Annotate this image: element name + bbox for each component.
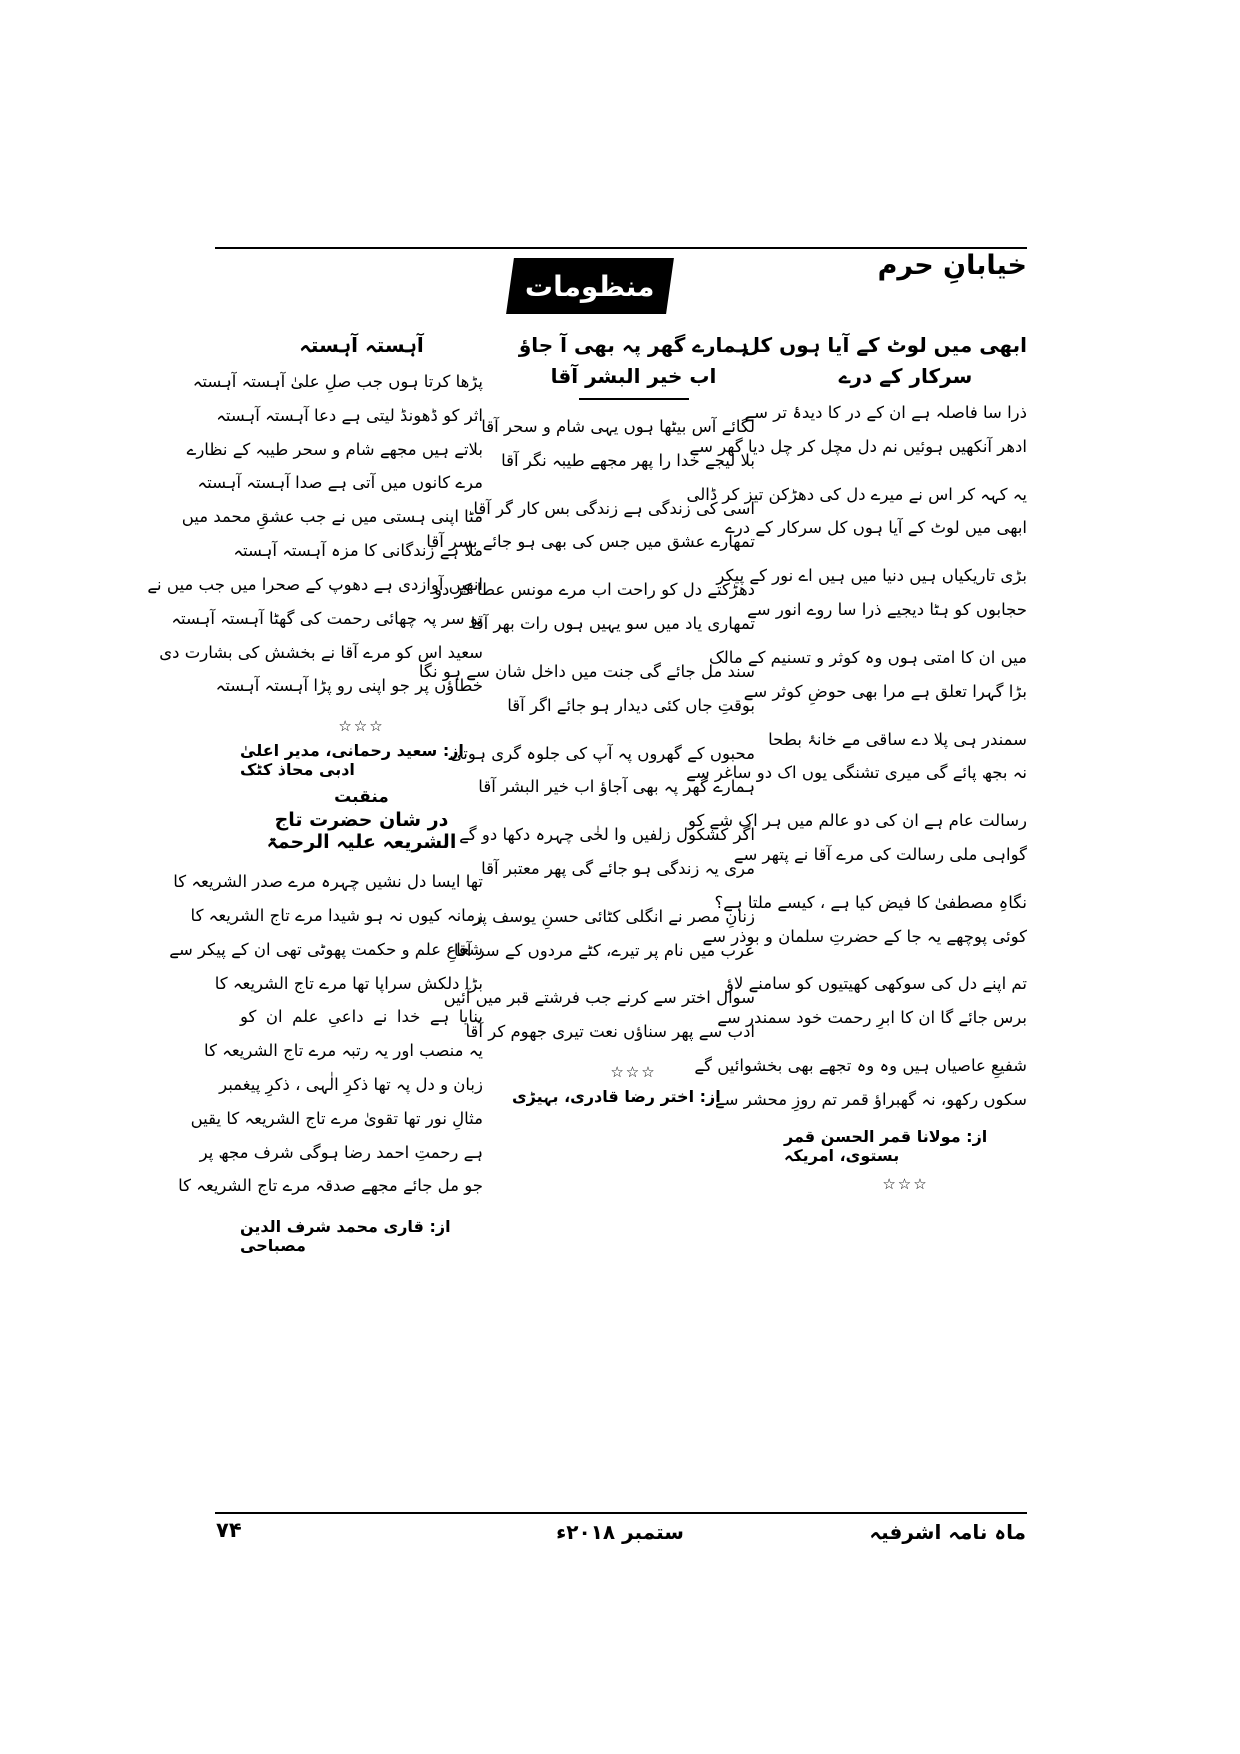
column-right <box>686 330 1027 1199</box>
verse: رسالت عام ہے ان کی دو عالم میں ہر اک شے کو گواہی ملی رسالت کی مرے آقا نے پتھر سے <box>687 811 1027 864</box>
column-middle <box>418 330 755 1106</box>
page-title: خیابانِ حرم <box>877 250 1027 281</box>
verse: بڑی تاریکیاں ہیں دنیا میں ہیں اے نور کے پیکر حجابوں کو ہٹا دیجیے ذرا سا روے انور سے <box>716 566 1027 620</box>
verse: زنانِ مصر نے انگلی کٹائی حسنِ یوسف پر عرب میں نام پر تیرے، کٹے مردوں کے سر آقا <box>453 906 755 960</box>
verse: سوال اختر سے کرنے جب فرشتے قبر میں آئیں ادب سے پھر سناؤں نعت تیری جھوم کر آقا <box>443 988 755 1042</box>
poem-title-2: ہمارے گھر پہ بھی آ جاؤ اب خیر البشر آقا <box>518 333 749 388</box>
verse: دھڑکتے دل کو راحت اب مرے مونس عطا کر دو تمھاری یاد میں سو یہیں ہوں رات بھر آقا <box>434 580 755 634</box>
verse: لگائے آس بیٹھا ہوں یہی شام و سحر آقا بلا لیجے خدا را پھر مجھے طیبہ نگر آقا <box>481 417 755 470</box>
poem-title-1: ابھی میں لوٹ کے آیا ہوں کل سرکار کے درے <box>742 333 1027 388</box>
footer-divider <box>215 1512 1027 1514</box>
verse: پڑھا کرتا ہوں جب صلِ علیٰ آہستہ آہستہ اثر کو ڈھونڈ لیتی ہے دعا آہستہ آہستہ بلاتے ہیں مجھے شام و سحر طیبہ کے نظارے مرے کانوں میں آتی ہے صدا آہستہ آہستہ مٹا اپنی ہستی میں نے جب عشقِ محمد میں ملا ہے زندگانی کا مزہ آہستہ آہستہ انھیں آوازدی ہے دھوپ کے صحرا میں جب میں نے تو سر پہ چھائی رحمت کی گھٹا آہستہ آہستہ سعید اس کو مرے آقا نے بخشش کی بشارت دی خطاؤں پر جو اپنی رو پڑا آہستہ آہستہ <box>147 372 483 696</box>
poem-byline: از: مولانا قمر الحسن قمر بستوی، امریکہ <box>784 1126 988 1165</box>
verse: ذرا سا فاصلہ ہے ان کے در کا دیدۂ تر سے ادھر آنکھیں ہوئیں نم دل مچل کر چل دیا گھر سے <box>689 403 1027 456</box>
section-banner <box>506 258 674 314</box>
manqabat-title: در شان حضرت تاج الشریعہ علیہ الرحمۃ <box>266 809 457 854</box>
ornament-stars: ☆☆☆ <box>610 1063 657 1081</box>
page-number: ۷۴ <box>216 1518 242 1542</box>
verse: میں ان کا امتی ہوں وہ کوثر و تسنیم کے مالک بڑا گہرا تعلق ہے مرا بھی حوضِ کوثر سے <box>709 647 1027 701</box>
ornament-stars: ☆☆☆ <box>882 1174 929 1193</box>
verse: محبوں کے گھروں پہ آپ کی جلوہ گری ہوتی ہمارے گھر پہ بھی آجاؤ اب خیر البشر آقا <box>449 743 755 797</box>
verse: شفیعِ عاصیاں ہیں وہ وہ تجھے بھی بخشوائیں گے سکوں رکھو، نہ گھبراؤ قمر تم روزِ محشر سے <box>694 1056 1027 1109</box>
header-divider <box>215 247 1027 249</box>
magazine-name: ماہ نامہ اشرفیہ <box>869 1520 1026 1544</box>
verse: نگاہِ مصطفیٰ کا فیض کیا ہے ، کیسے ملتا ہے؟ کوئی پوچھے یہ جا کے حضرتِ سلمان و بوذر سے <box>702 892 1027 946</box>
poem-byline: از: اختر رضا قادری، بہیڑی <box>512 1087 721 1106</box>
manqabat-label: منقبت <box>334 787 389 808</box>
issue-date: ستمبر ۲۰۱۸ء <box>556 1520 684 1544</box>
title-divider <box>579 398 689 400</box>
poem-byline: از: سعید رحمانی، مدیر اعلیٰ ادبی محاذ کٹک <box>240 741 464 780</box>
verse: تم اپنے دل کی سوکھی کھیتیوں کو سامنے لاؤ برس جائے گا ان کا ابرِ رحمت خود سمندر سے <box>717 974 1027 1028</box>
verse: سند مل جائے گی جنت میں داخل شان سے ہو نگا بوقتِ جاں کئی دیدار ہو جائے اگر آقا <box>418 661 755 715</box>
poem-title-3: آہستہ آہستہ <box>299 333 424 357</box>
section-banner-label: منظومات <box>525 269 655 303</box>
verse: تھا ایسا دل نشیں چہرہ مرے صدر الشریعہ کا زمانہ کیوں نہ ہو شیدا مرے تاج الشریعہ کا شعاعِ علم و حکمت پھوٹی تھی ان کے پیکر سے بڑا دلکش سراپا تھا مرے تاج الشریعہ کا بنایا ہے خدا نے داعیِ علم ان کو یہ منصب اور یہ رتبہ مرے تاج الشریعہ کا زبان و دل پہ تھا ذکرِ الٰہی ، ذکرِ پیغمبر مثالِ نور تھا تقویٰ مرے تاج الشریعہ کا یقیں ہے رحمتِ احمد رضا ہوگی شرف مجھ پر جو مل جائے مجھے صدقہ مرے تاج الشریعہ کا <box>169 872 483 1196</box>
verse: اگر کشکول زلفیں وا لخٰی چہرہ دکھا دو گے مری یہ زندگی ہو جائے گی پھر معتبر آقا <box>459 825 755 878</box>
verse: سمندر ہی پلا دے ساقی مے خانۂ بطحا نہ بجھ پائے گی میری تشنگی یوں اک دو ساغر سے <box>686 729 1027 783</box>
column-left <box>147 330 483 1256</box>
verse: اسی کی زندگی ہے زندگی بس کار گر آقا تمھارے عشق میں جس کی بھی ہو جائے بسر آقا <box>426 498 755 552</box>
verse: یہ کہہ کر اس نے میرے دل کی دھڑکن تیز کر ڈالی ابھی میں لوٹ کے آیا ہوں کل سرکار کے درے <box>686 484 1027 538</box>
ornament-stars: ☆☆☆ <box>338 717 385 736</box>
poem-byline: از: قاری محمد شرف الدین مصباحی <box>240 1217 451 1256</box>
